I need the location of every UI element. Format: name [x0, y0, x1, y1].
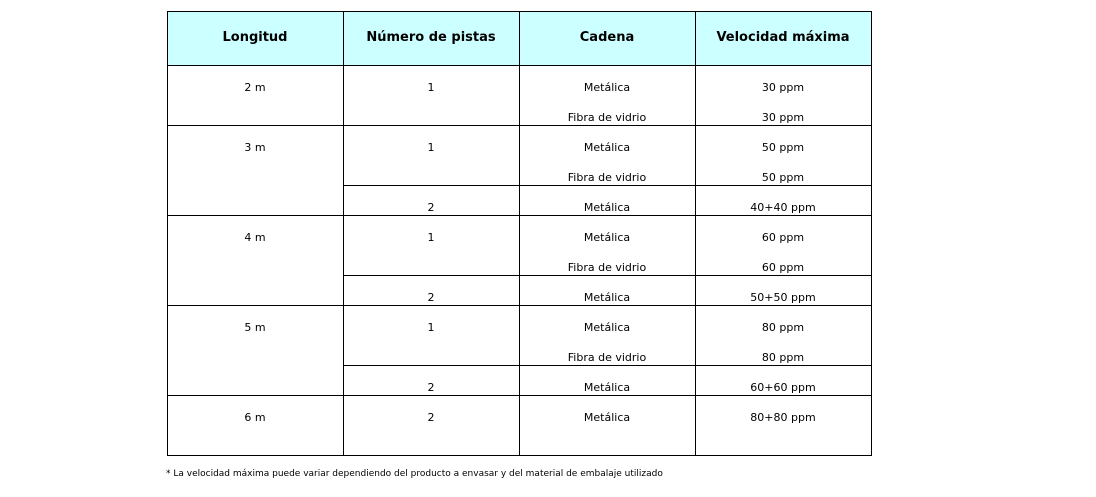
tracks-cell: 2 [427, 201, 435, 214]
table-vertical-rule [871, 11, 872, 456]
tracks-cell: 1 [427, 81, 435, 94]
chain-cell: Metálica [583, 411, 631, 424]
speed-cell: 80 ppm [761, 351, 805, 364]
chain-cell: Metálica [583, 321, 631, 334]
tracks-cell: 2 [427, 381, 435, 394]
speed-cell: 40+40 ppm [750, 201, 816, 214]
speed-cell: 50 ppm [761, 141, 805, 154]
speed-cell: 50 ppm [761, 171, 805, 184]
group-rule [167, 305, 872, 306]
speed-cell: 50+50 ppm [750, 291, 816, 304]
speed-cell: 60+60 ppm [750, 381, 816, 394]
table-top-rule [167, 11, 872, 12]
group-rule [167, 395, 872, 396]
speed-cell: 60 ppm [761, 261, 805, 274]
chain-cell: Fibra de vidrio [567, 261, 647, 274]
group-rule [167, 455, 872, 456]
speed-cell: 30 ppm [761, 81, 805, 94]
header-numero-pistas: Número de pistas [366, 30, 496, 45]
speed-cell: 80+80 ppm [750, 411, 816, 424]
length-cell: 2 m [244, 81, 266, 94]
chain-cell: Metálica [583, 81, 631, 94]
tracks-cell: 2 [427, 411, 435, 424]
subrow-rule [343, 365, 872, 366]
group-rule [167, 125, 872, 126]
speed-cell: 80 ppm [761, 321, 805, 334]
spec-table [167, 11, 872, 456]
chain-cell: Fibra de vidrio [567, 111, 647, 124]
table-header-rule [167, 65, 872, 66]
chain-cell: Metálica [583, 201, 631, 214]
tracks-cell: 1 [427, 321, 435, 334]
chain-cell: Metálica [583, 141, 631, 154]
speed-cell: 30 ppm [761, 111, 805, 124]
speed-cell: 60 ppm [761, 231, 805, 244]
subrow-rule [343, 185, 872, 186]
header-longitud: Longitud [222, 30, 288, 45]
header-velocidad: Velocidad máxima [716, 30, 850, 45]
tracks-cell: 1 [427, 141, 435, 154]
length-cell: 3 m [244, 141, 266, 154]
tracks-cell: 1 [427, 231, 435, 244]
chain-cell: Fibra de vidrio [567, 171, 647, 184]
tracks-cell: 2 [427, 291, 435, 304]
chain-cell: Metálica [583, 231, 631, 244]
header-cadena: Cadena [579, 30, 635, 45]
chain-cell: Metálica [583, 291, 631, 304]
group-rule [167, 215, 872, 216]
length-cell: 5 m [244, 321, 266, 334]
length-cell: 4 m [244, 231, 266, 244]
footnote: * La velocidad máxima puede variar dependiendo del producto a envasar y del material de embalaje utilizado [166, 469, 663, 479]
chain-cell: Metálica [583, 381, 631, 394]
subrow-rule [343, 275, 872, 276]
length-cell: 6 m [244, 411, 266, 424]
chain-cell: Fibra de vidrio [567, 351, 647, 364]
